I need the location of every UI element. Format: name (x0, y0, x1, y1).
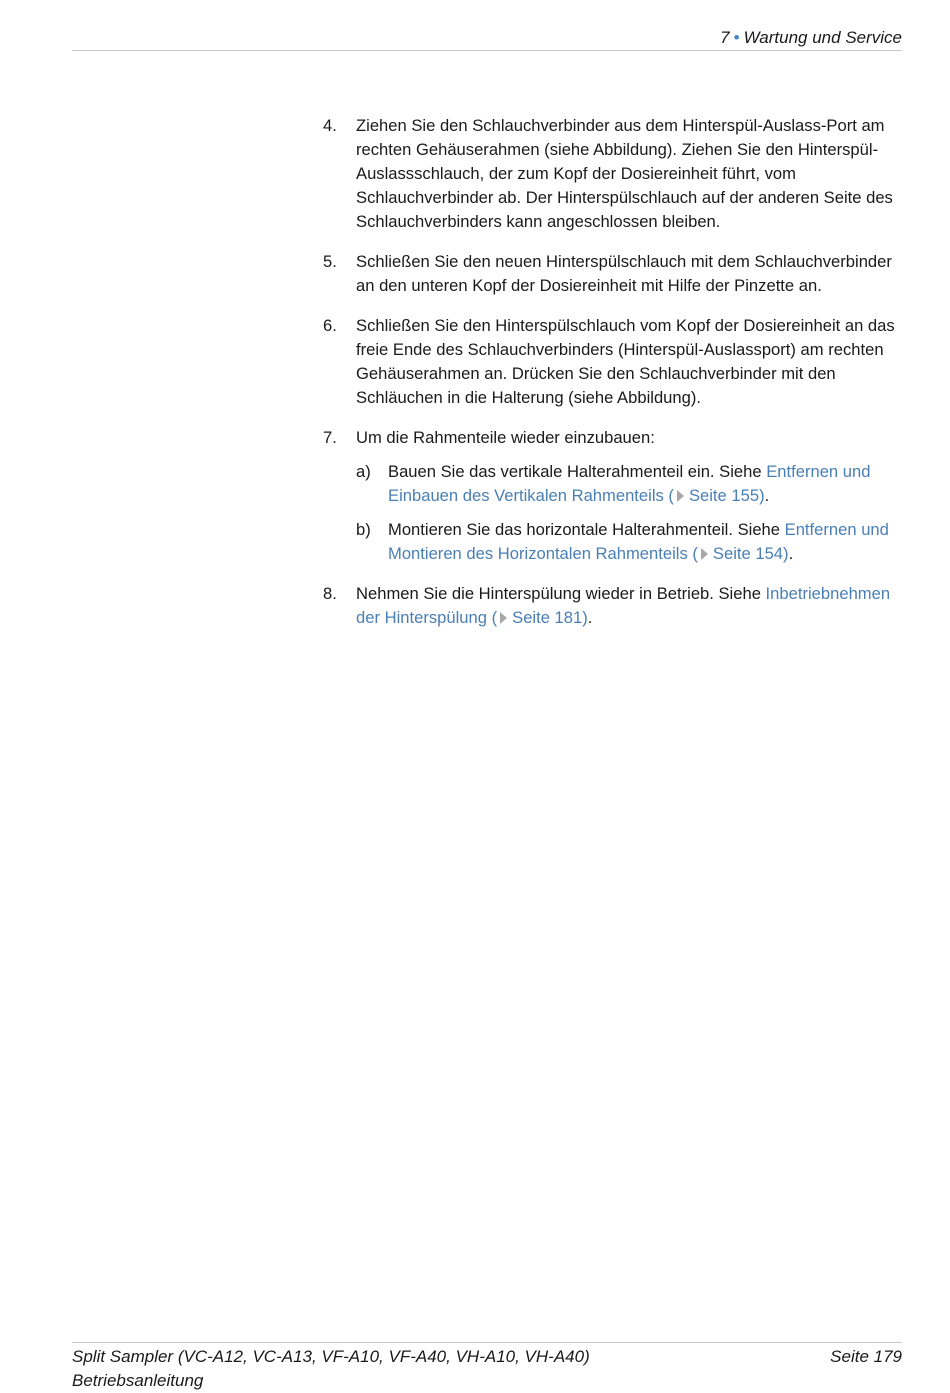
step-number: 6. (323, 316, 337, 335)
product-title: Split Sampler (VC-A12, VC-A13, VF-A10, VF-A40, VH-A10, VH-A40) (72, 1347, 590, 1366)
step-7 (320, 426, 910, 566)
substep-text: Bauen Sie das vertikale Halterahmenteil ein. Siehe (388, 462, 767, 481)
substep-text: Montieren Sie das horizontale Halterahmenteil. Siehe (388, 520, 785, 539)
step-text: Ziehen Sie den Schlauchverbinder aus dem Hinterspül-Auslass-Port am rechten Gehäuserahmen (siehe Abbildung). Ziehen Sie den Hinterspül-Auslassschlauch, der zum Kopf der Dosiereinheit führt, vom Schlauchverbinder ab. Der Hinterspülschlauch auf der anderen Seite des Schlauchverbinders kann angeschlossen bleiben. (356, 116, 893, 231)
substep-letter: b) (356, 520, 371, 539)
link-text: Entfernen und Einbauen des Vertikalen Rahmenteils ( (388, 462, 871, 505)
page-footer (72, 1342, 902, 1390)
step-number: 8. (323, 584, 337, 603)
step-text: Schließen Sie den neuen Hinterspülschlauch mit dem Schlauchverbinder an den unteren Kopf der Dosiereinheit mit Hilfe der Pinzette an. (356, 252, 892, 295)
link-page: Seite 155) (688, 486, 765, 505)
page-header (72, 26, 902, 51)
triangle-right-icon (701, 548, 708, 560)
bullet-icon: • (733, 28, 740, 47)
link-page: Seite 181) (512, 608, 588, 627)
page-number: Seite 179 (830, 1347, 902, 1366)
trailing-period: . (764, 486, 770, 505)
step-text: Schließen Sie den Hinterspülschlauch vom Kopf der Dosiereinheit an das freie Ende des Schlauchverbinders (Hinterspül-Auslassport) am rechten Gehäuserahmen an. Drücken Sie den Schlauchverbinder mit den Schläuchen in die Halterung (siehe Abbildung). (356, 316, 895, 407)
step-text: Um die Rahmenteile wieder einzubauen: (356, 428, 655, 447)
step-5 (320, 250, 910, 298)
substep-letter: a) (356, 462, 371, 481)
step-8 (320, 582, 910, 630)
trailing-period: . (788, 544, 794, 563)
triangle-right-icon (500, 612, 507, 624)
step-number: 4. (323, 116, 337, 135)
chapter-number: 7 (720, 28, 730, 47)
triangle-right-icon (677, 490, 684, 502)
substep-a (356, 460, 910, 508)
footer-product (72, 1345, 590, 1393)
step-number: 7. (323, 428, 337, 447)
substep-list (356, 460, 910, 566)
trailing-period: . (587, 608, 593, 627)
link-page: Seite 154) (712, 544, 789, 563)
document-type: Betriebsanleitung (72, 1371, 204, 1390)
step-number: 5. (323, 252, 337, 271)
step-text: Nehmen Sie die Hinterspülung wieder in Betrieb. Siehe (356, 584, 766, 603)
link-text: Entfernen und Montieren des Horizontalen Rahmenteils ( (388, 520, 889, 563)
step-4 (320, 114, 910, 234)
step-6 (320, 314, 910, 410)
link-text: Inbetriebnehmen der Hinterspülung ( (356, 584, 891, 627)
chapter-heading (720, 28, 902, 48)
instruction-list (320, 114, 910, 646)
chapter-title: Wartung und Service (743, 28, 902, 47)
substep-b (356, 518, 910, 566)
